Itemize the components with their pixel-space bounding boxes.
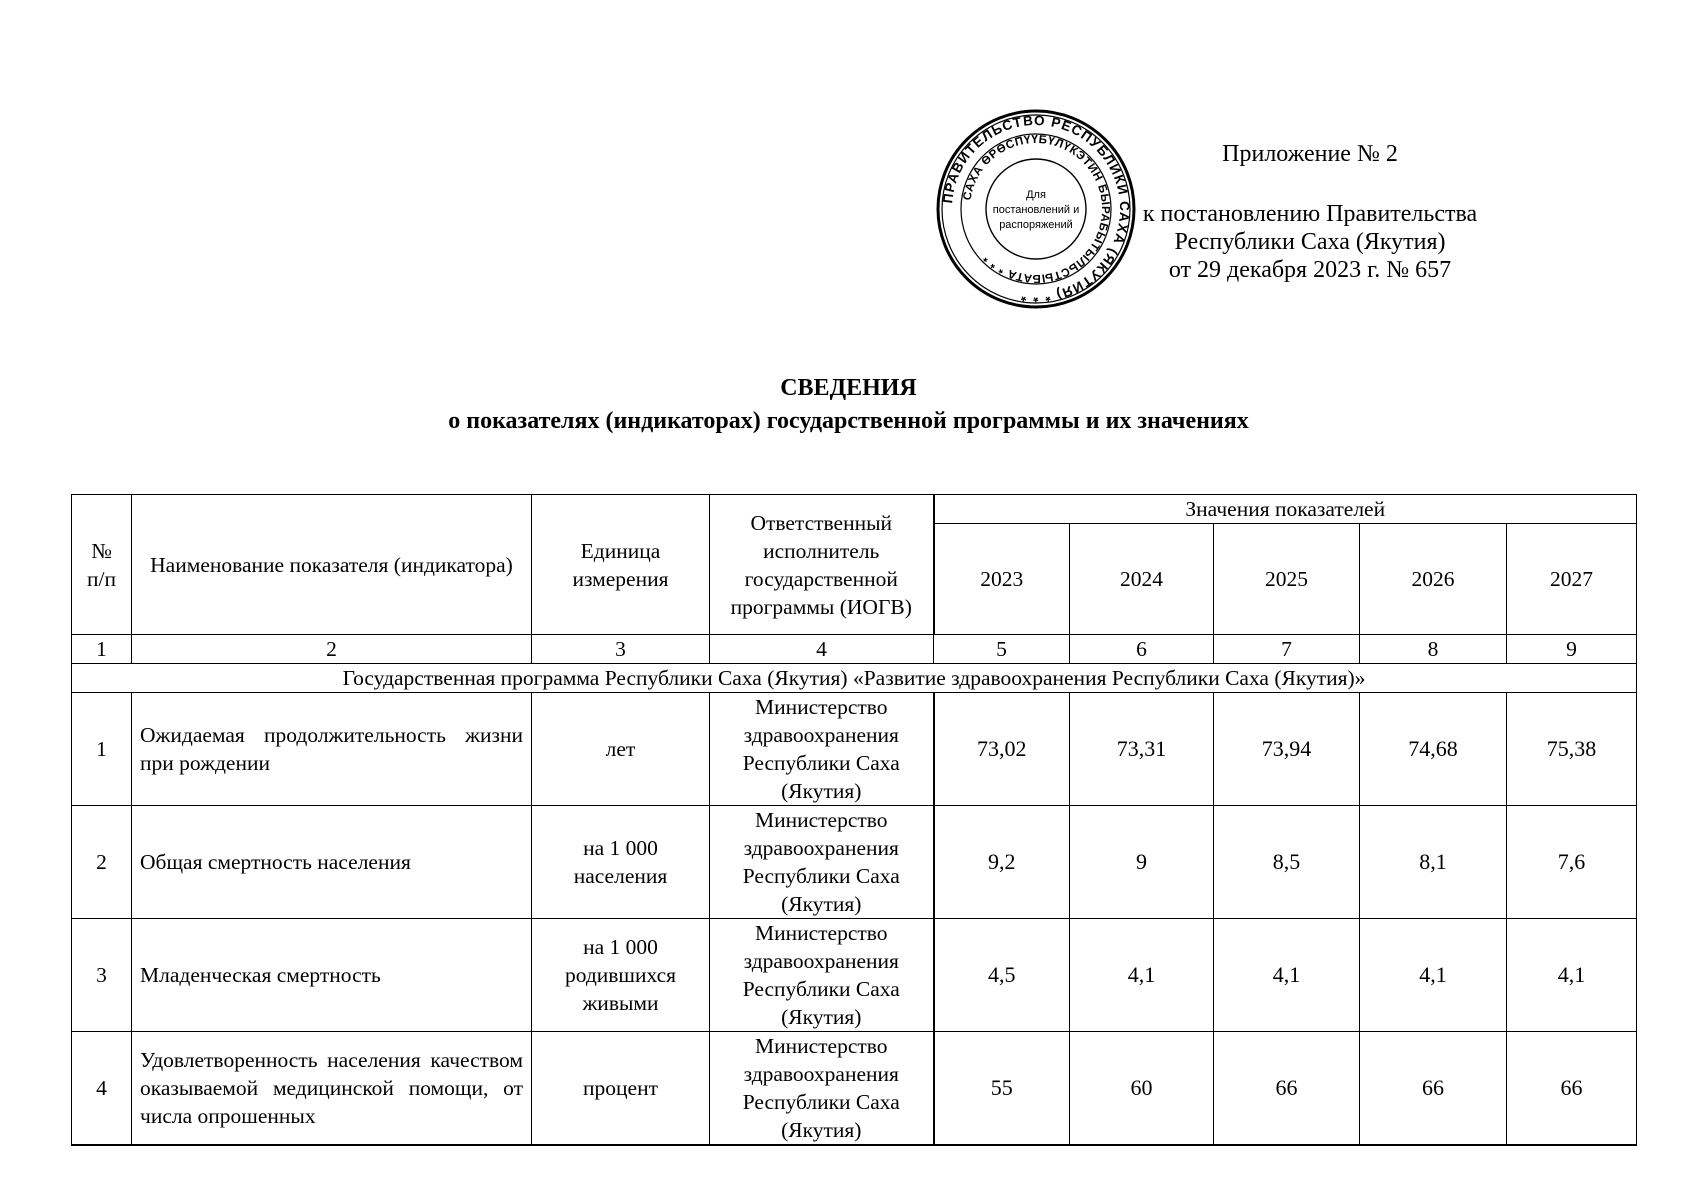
- program-title: Государственная программа Республики Саха (Якутия) «Развитие здравоохранения Республики Саха (Якутия)»: [72, 664, 1637, 693]
- row-name: Ожидаемая продолжительность жизни при рождении: [132, 693, 532, 806]
- row-value: 4,1: [1070, 919, 1214, 1032]
- row-value: 74,68: [1360, 693, 1507, 806]
- column-number: 7: [1214, 635, 1360, 664]
- stamp-center-line3: распоряжений: [999, 219, 1073, 231]
- row-responsible: Министерство здравоохранения Республики Саха (Якутия): [710, 806, 934, 919]
- header-unit: Единица измерения: [532, 495, 710, 635]
- row-unit: процент: [532, 1032, 710, 1146]
- row-num: 1: [72, 693, 132, 806]
- header-year: 2026: [1360, 524, 1507, 635]
- stamp-inner-text: САХА ӨРӨСПҮҮБҮЛҮКЭТИН БЫРАБЫТЫЛЬСТЫБАТА * * *: [961, 133, 1112, 285]
- appendix-line-3: от 29 декабря 2023 г. № 657: [1168, 257, 1452, 283]
- row-responsible: Министерство здравоохранения Республики Саха (Якутия): [710, 693, 934, 806]
- header-year: 2027: [1507, 524, 1637, 635]
- header-row-1: [72, 495, 1637, 524]
- row-unit: на 1 000 родившихся живыми: [532, 919, 710, 1032]
- row-value: 66: [1214, 1032, 1360, 1146]
- row-value: 9,2: [934, 806, 1070, 919]
- row-value: 4,5: [934, 919, 1070, 1032]
- column-number: 6: [1070, 635, 1214, 664]
- row-value: 73,02: [934, 693, 1070, 806]
- heading-subtitle: о показателях (индикаторах) государственной программы и их значениях: [448, 408, 1249, 434]
- row-name: Удовлетворенность населения качеством оказываемой медицинской помощи, от числа опрошенных: [132, 1032, 532, 1146]
- row-num: 2: [72, 806, 132, 919]
- header-year: 2024: [1070, 524, 1214, 635]
- row-value: 4,1: [1360, 919, 1507, 1032]
- column-numbers-row: [72, 635, 1637, 664]
- column-number: 9: [1507, 635, 1637, 664]
- row-responsible: Министерство здравоохранения Республики Саха (Якутия): [710, 919, 934, 1032]
- row-responsible: Министерство здравоохранения Республики Саха (Якутия): [710, 1032, 934, 1146]
- column-number: 8: [1360, 635, 1507, 664]
- row-value: 4,1: [1214, 919, 1360, 1032]
- row-value: 73,94: [1214, 693, 1360, 806]
- row-value: 75,38: [1507, 693, 1637, 806]
- header-year: 2025: [1214, 524, 1360, 635]
- header-year: 2023: [934, 524, 1070, 635]
- header-num: № п/п: [72, 495, 132, 635]
- table-row: [72, 693, 1637, 806]
- header-values-group: Значения показателей: [934, 495, 1637, 524]
- appendix-line-2: Республики Саха (Якутия): [1174, 229, 1446, 255]
- program-title-row: [72, 664, 1637, 693]
- appendix-line-1: к постановлению Правительства: [1142, 201, 1478, 227]
- row-value: 66: [1507, 1032, 1637, 1146]
- appendix-reference: [1100, 140, 1520, 284]
- column-number: 1: [72, 635, 132, 664]
- row-num: 4: [72, 1032, 132, 1146]
- row-unit: на 1 000 населения: [532, 806, 710, 919]
- header-name: Наименование показателя (индикатора): [132, 495, 532, 635]
- column-number: 2: [132, 635, 532, 664]
- row-value: 60: [1070, 1032, 1214, 1146]
- table-row: [72, 806, 1637, 919]
- table-row: [72, 1032, 1637, 1146]
- column-number: 3: [532, 635, 710, 664]
- row-name: Младенческая смертность: [132, 919, 532, 1032]
- row-value: 73,31: [1070, 693, 1214, 806]
- row-value: 8,1: [1360, 806, 1507, 919]
- stamp-outer-text: ПРАВИТЕЛЬСТВО РЕСПУБЛИКИ САХА (ЯКУТИЯ) * * *: [940, 112, 1133, 306]
- row-value: 9: [1070, 806, 1214, 919]
- heading-main: СВЕДЕНИЯ: [780, 375, 917, 401]
- row-num: 3: [72, 919, 132, 1032]
- header-responsible: Ответственный исполнитель государственной программы (ИОГВ): [710, 495, 934, 635]
- stamp-center-line1: Для: [1026, 189, 1046, 201]
- document-heading: [0, 372, 1697, 438]
- column-number: 4: [710, 635, 934, 664]
- row-value: 55: [934, 1032, 1070, 1146]
- indicators-table: [71, 494, 1637, 1146]
- column-number: 5: [934, 635, 1070, 664]
- row-unit: лет: [532, 693, 710, 806]
- row-value: 8,5: [1214, 806, 1360, 919]
- table-row: [72, 919, 1637, 1032]
- row-value: 66: [1360, 1032, 1507, 1146]
- row-value: 4,1: [1507, 919, 1637, 1032]
- stamp-center-line2: постановлений и: [992, 204, 1080, 216]
- row-name: Общая смертность населения: [132, 806, 532, 919]
- row-value: 7,6: [1507, 806, 1637, 919]
- appendix-title: Приложение № 2: [1222, 141, 1398, 167]
